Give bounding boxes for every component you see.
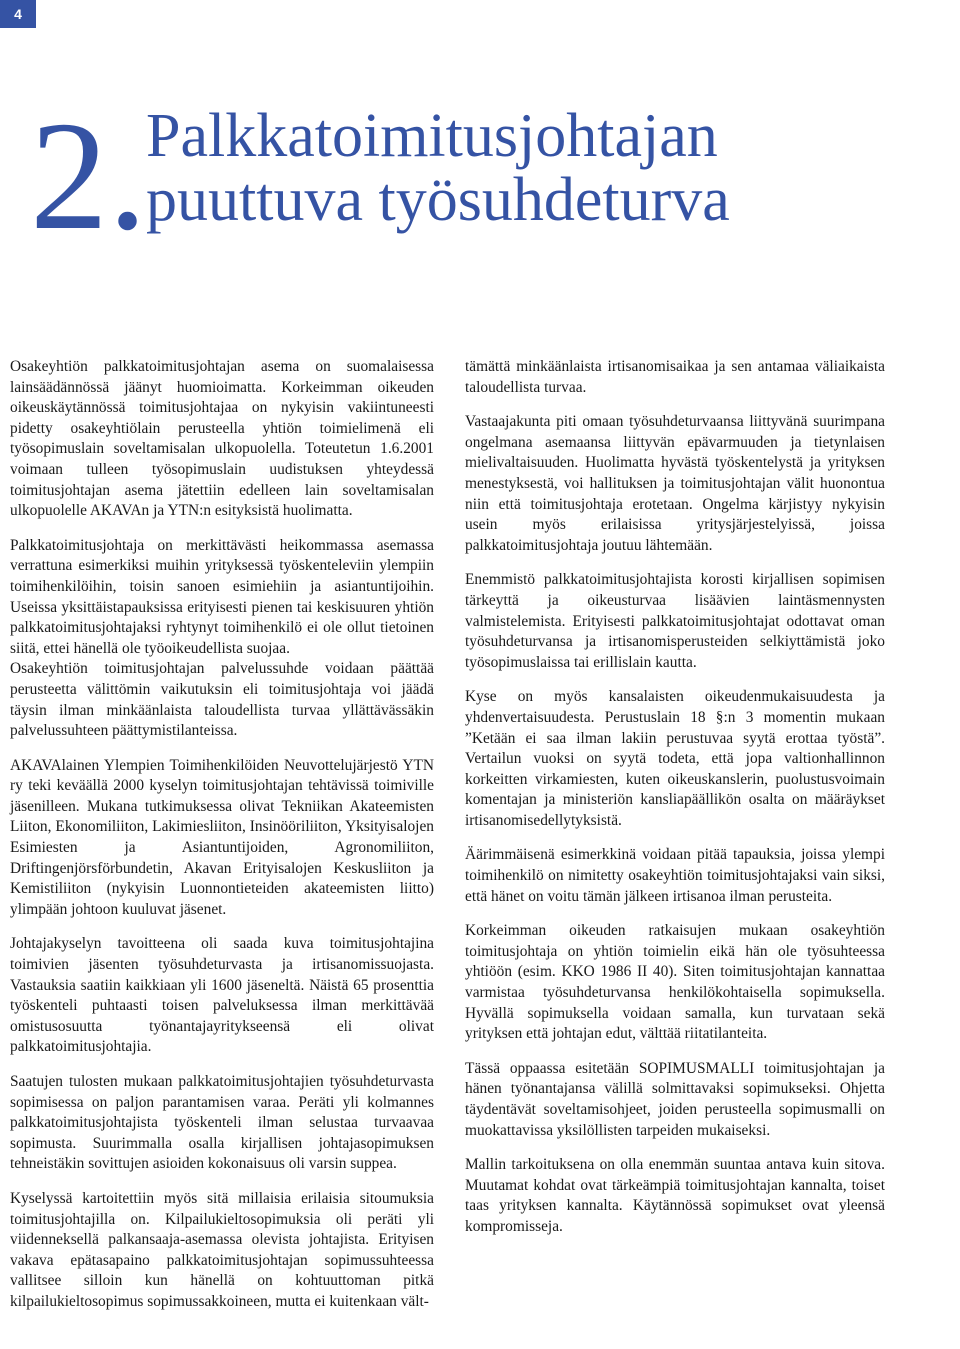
chapter-title-line-1: Palkkatoimitusjohtajan	[146, 102, 718, 170]
paragraph: Kyselyssä kartoitettiin myös sitä millaisia erilaisia sitoumuksia toimitusjohtajilla on. Kilpailukieltosopimuksia oli peräti yli viidenneksellä palkansaaja-asemassa olevista johtajista. Erityisen vakava epätasapaino palkkatoimitusjohtajan sopimussuhteessa vallitsee silloin kun hänellä on kohtuuttoman pitkä kilpailukieltosopimus sopimussakkoineen, mutta ei kuitenkaan vält-	[10, 1189, 434, 1310]
chapter-title	[146, 104, 730, 232]
paragraph: Tässä oppaassa esitetään SOPIMUSMALLI toimitusjohtajan ja hänen työnantajansa välillä solmittavaksi sopimukseksi. Ohjetta täydentävät soveltamisohjeet, joiden perusteella sopimusmalli on muokattavissa yksilöllisten tarpeiden mukaiseksi.	[465, 1059, 885, 1139]
paragraph: Mallin tarkoituksena on olla enemmän suuntaa antava kuin sitova. Muutamat kohdat ovat tärkeämpiä toimitusjohtajan kannalta, toiset taas yrityksen kannalta. Käytännössä sopimukset ovat yleensä kompromisseja.	[465, 1156, 885, 1235]
paragraph: Saatujen tulosten mukaan palkkatoimitusjohtajien työsuhdeturvasta sopimisessa on paljon parantamisen varaa. Peräti yli kolmannes palkkatoimitusjohtajista työskenteli ilman selustaa turvaavaa sopimusta. Suurimmalla osalla kirjallisen johtajasopimuksen tehneistäkin sovittujen asioiden kokonaisuus oli varsin suppea.	[10, 1073, 434, 1173]
paragraph: Kyse on myös kansalaisten oikeudenmukaisuudesta ja yhdenvertaisuudesta. Perustuslain 18 §:n 3 momentin mukaan ”Ketään ei saa ilman lakiin perustuvaa syytä erottaa työstä”. Vertailun vuoksi on syytä todeta, että jopa valtionhallinnon korkeitten virkamiesten, kuten oikeuskanslerin, puolustusvoimain komentajan ja ministeriön kansliapäällikön osalta on määräykset irtisanomisedellytyksistä.	[465, 688, 885, 829]
paragraph: Palkkatoimitusjohtaja on merkittävästi heikommassa asemassa verrattuna esimerkiksi muihin yrityksessä työskenteleviin ylempiin toimihenkilöihin, toisin sanoen esimiehiin ja asiantuntijoihin. Useissa yksittäistapauksissa erityisesti pienen tai keskisuuren yhtiön palkkatoimitusjohtajaksi ryhtynyt toimihenkilö ei ole ollut tietoinen siitä, ettei hänellä ole työoikeudellista suojaa.	[10, 536, 434, 657]
left-column	[10, 357, 434, 1327]
chapter-number: 2.	[30, 89, 147, 262]
paragraph: AKAVAlainen Ylempien Toimihenkilöiden Neuvottelujärjestö YTN ry teki keväällä 2000 kyselyn toimitusjohtajan tehtävissä toimiville jäsenilleen. Mukana tutkimuksessa olivat Tekniikan Akateemisten Liiton, Ekonomiliiton, Lakimiesliiton, Insinööriliiton, Yksityisalojen Esimiesten ja Asiantuntijoiden, Agronomiliiton, Driftingenjörsförbundetin, Akavan Erityisalojen Keskusliiton ja Kemistiliiton (nykyisin Luonnontieteiden akateemisten liitto) ylimpään johtoon kuuluvat jäsenet.	[10, 756, 434, 918]
paragraph: Osakeyhtiön toimitusjohtajan palvelussuhde voidaan päättää perusteetta välittömin vaikutuksin eli toimitusjohtaja voi jäädä täysin ilman minkäänlaista taloudellista turvaa yllättävässäkin palvelussuhteen päättymistilanteissa.	[10, 660, 434, 740]
chapter-title-line-2: puuttuva työsuhdeturva	[146, 166, 730, 234]
paragraph: Enemmistö palkkatoimitusjohtajista korosti kirjallisen sopimisen tärkeyttä ja oikeusturvaa lisäävien laintäsmennysten valmistelemista. Erityisesti palkkatoimitusjohtajat odottavat oman työsuhdeturvansa ja irtisanomisperusteiden selkiyttämistä joko työsopimuslaissa tai erillislain kautta.	[465, 571, 885, 671]
right-column	[465, 357, 885, 1252]
paragraph: Vastaajakunta piti omaan työsuhdeturvaansa liittyvänä suurimpana ongelmana asemaansa liittyvän epävarmuuden ja tietynlaisen mielivaltaisuuden. Huolimatta hyvästä työskentelystä ja yrityksen menestyksestä, voi hallituksen ja toimitusjohtajan välit huonontua niin että toimitusjohtaja erotetaan. Ongelma kärjistyy nykyisin usein myös erilaisissa yritysjärjestelyissä, joissa palkkatoimitusjohtaja joutuu lähtemään.	[465, 413, 885, 554]
paragraph: Osakeyhtiön palkkatoimitusjohtajan asema on suomalaisessa lainsäädännössä jäänyt huomioimatta. Korkeimman oikeuden oikeuskäytännössä toimitusjohtajaa on nykyisin vakiintuneesti pidetty osakeyhtiölain perusteella yhtiön toimielimenä eli työsopimuslain soveltamisalan ulkopuolella. Toteutetun 1.6.2001 voimaan tulleen työsopimuslain uudistuksen yhteydessä toimitusjohtajan asema jätettiin edelleen lain soveltamisalan ulkopuolelle AKAVAn ja YTN:n esityksistä huolimatta.	[10, 358, 434, 520]
paragraph: Korkeimman oikeuden ratkaisujen mukaan osakeyhtiön toimitusjohtaja on yhtiön toimielin eikä hän ole työsuhteessa yhtiöön (esim. KKO 1986 II 40). Siten toimitusjohtajan kannattaa varmistaa työsuhdeturvansa henkilökohtaisella sopimuksella. Hyvällä sopimuksella voidaan samalla, kun turvataan sekä yrityksen että johtajan edut, välttää riitatilanteita.	[465, 922, 885, 1043]
page-number-badge: 4	[0, 0, 36, 28]
paragraph: Äärimmäisenä esimerkkinä voidaan pitää tapauksia, joissa ylempi toimihenkilö on nimitetty osakeyhtiön toimitusjohtajaksi vain siksi, että hänet on voitu tämän jälkeen irtisanoa ilman perusteita.	[465, 846, 885, 905]
paragraph: tämättä minkäänlaista irtisanomisaikaa ja sen antamaa väliaikaista taloudellista turvaa.	[465, 358, 885, 396]
paragraph: Johtajakyselyn tavoitteena oli saada kuva toimitusjohtajina toimivien jäsenten työsuhdeturvasta ja irtisanomissuojasta. Vastauksia saatiin kaikkiaan yli 1600 jäseneltä. Näistä 65 prosenttia työskenteli puhtaasti toisen palveluksessa ilman merkittävää omistusosuutta työnantajayritykseensä eli olivat palkkatoimitusjohtajia.	[10, 935, 434, 1056]
